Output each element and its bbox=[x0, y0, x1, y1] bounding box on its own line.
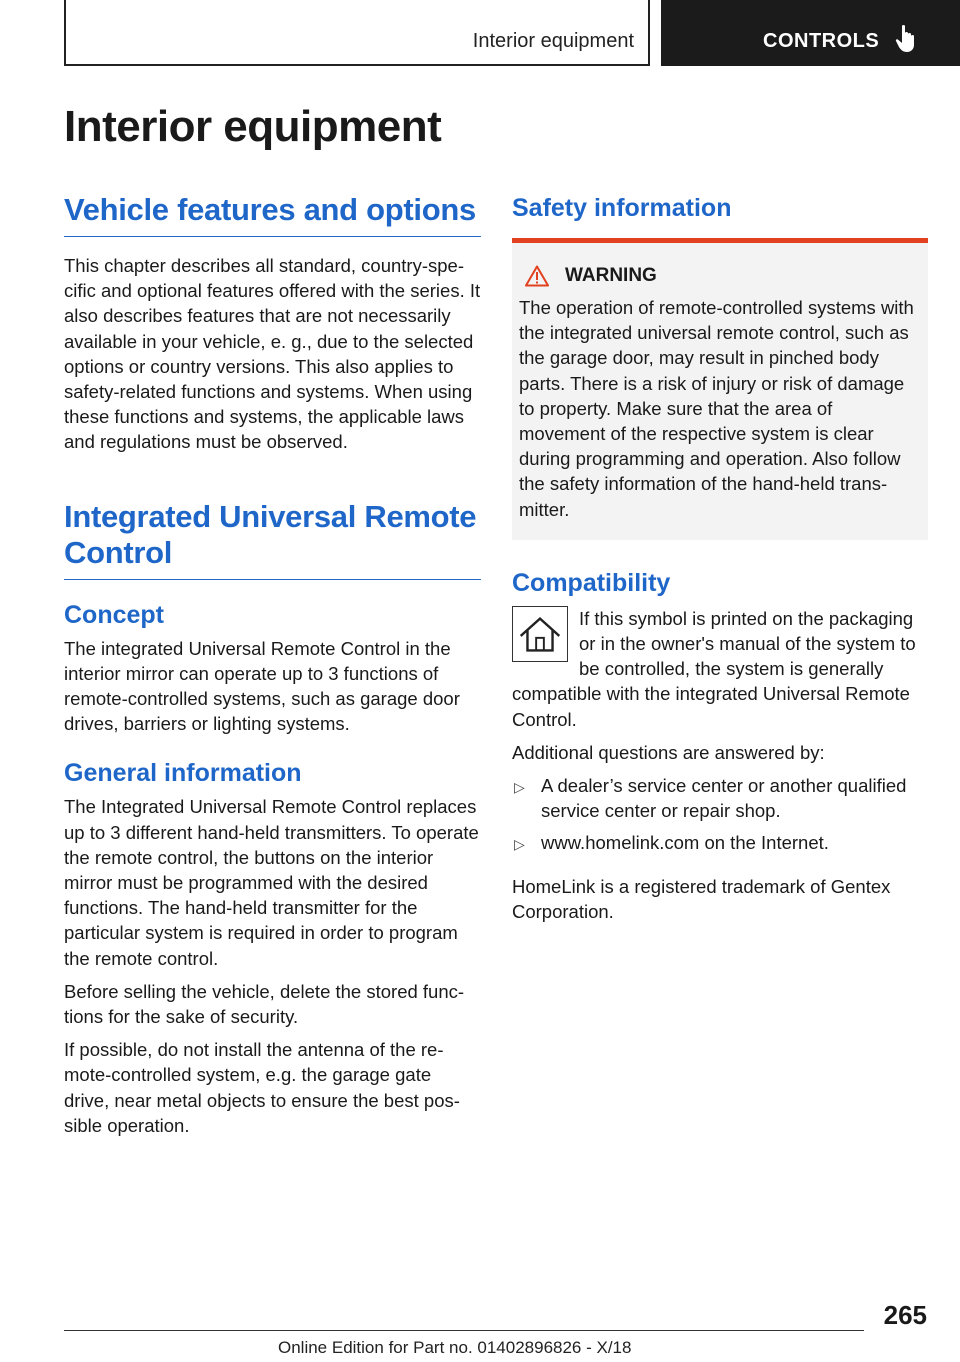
heading-integrated-universal-remote: Integrated Universal Remote Control bbox=[64, 499, 481, 580]
additional-questions: Additional questions are answered by: bbox=[512, 741, 825, 763]
footer-divider bbox=[64, 1330, 864, 1331]
header-section-box bbox=[64, 0, 650, 66]
contact-list bbox=[512, 773, 928, 858]
vehicle-features-text: This chapter describes all standard, country-specific and optional features offered with the series. It also describes features that are not necessarily available in your vehicle, e. g., due to the selected options or country versions. This also applies to safety-related functions and systems. When using these functions and systems, the applicable laws and regulations must be observed. bbox=[64, 255, 481, 453]
compatibility-line-1: If this symbol is printed on the packaging bbox=[579, 607, 914, 629]
general-info-paragraph-2: Before selling the vehicle, delete the stored functions for the sake of security. bbox=[64, 980, 465, 1028]
list-item-text: www.homelink.com on the Internet. bbox=[541, 832, 829, 854]
bullet-triangle-icon: ▷ bbox=[514, 836, 525, 853]
right-column bbox=[512, 192, 928, 924]
header-chapter-label: CONTROLS bbox=[763, 30, 880, 52]
compatibility-block bbox=[512, 606, 928, 732]
list-item bbox=[512, 773, 928, 823]
warning-text: The operation of remote-controlled systems with the integrated universal remote control, such as the garage door, may result in pinched body parts. There is a risk of injury or risk of damage to property. Make sure that the area of movement of the respective system is clear during programming and operation. Also follow the safety information of the hand-held transmitter. bbox=[519, 297, 914, 520]
general-info-paragraph-1: The Integrated Universal Remote Control replaces up to 3 different hand-held transmitters. To operate the remote control, the buttons on the interior mirror must be programmed with the desired functions. The hand-held transmitter for the particular system is required in order to program the remote control. bbox=[64, 796, 479, 969]
left-column bbox=[64, 192, 481, 1138]
warning-triangle-icon bbox=[525, 265, 549, 287]
page-number: 265 bbox=[883, 1300, 927, 1330]
home-symbol-icon bbox=[512, 606, 568, 662]
compatibility-line-3: be controlled, the system is generally bbox=[579, 658, 884, 680]
concept-text: The integrated Universal Remote Control in the interior mirror can operate up to 3 functions of remote-controlled systems, such as garage door drives, barriers or lighting systems. bbox=[64, 637, 460, 735]
pointing-hand-icon bbox=[895, 24, 921, 54]
heading-general-information: General information bbox=[64, 759, 302, 788]
footer-edition: Online Edition for Part no. 01402896826 - X/18 bbox=[278, 1338, 632, 1357]
heading-safety-information: Safety information bbox=[512, 194, 732, 222]
header-section-title: Interior equipment bbox=[472, 30, 634, 52]
header-chapter-tab bbox=[661, 0, 960, 66]
general-info-paragraph-3: If possible, do not install the antenna of the remote-controlled system, e.g. the garage gate drive, near metal objects to ensure the best possible operation. bbox=[64, 1039, 460, 1136]
list-item bbox=[512, 830, 928, 857]
trademark-note: HomeLink is a registered trademark of Gentex Corporation. bbox=[512, 875, 891, 922]
heading-concept: Concept bbox=[64, 600, 164, 629]
page-title: Interior equipment bbox=[64, 102, 442, 151]
compatibility-line-2: or in the owner's manual of the system to bbox=[579, 633, 916, 655]
warning-label: WARNING bbox=[565, 265, 657, 286]
bullet-triangle-icon: ▷ bbox=[514, 779, 525, 796]
compatibility-rest: compatible with the integrated Universal Remote Control. bbox=[512, 683, 910, 730]
warning-header bbox=[519, 265, 920, 287]
heading-compatibility: Compatibility bbox=[512, 568, 671, 597]
heading-vehicle-features: Vehicle features and options bbox=[64, 192, 481, 237]
list-item-text: A dealer’s service center or another qualified service center or repair shop. bbox=[541, 775, 907, 822]
warning-box bbox=[512, 238, 928, 540]
